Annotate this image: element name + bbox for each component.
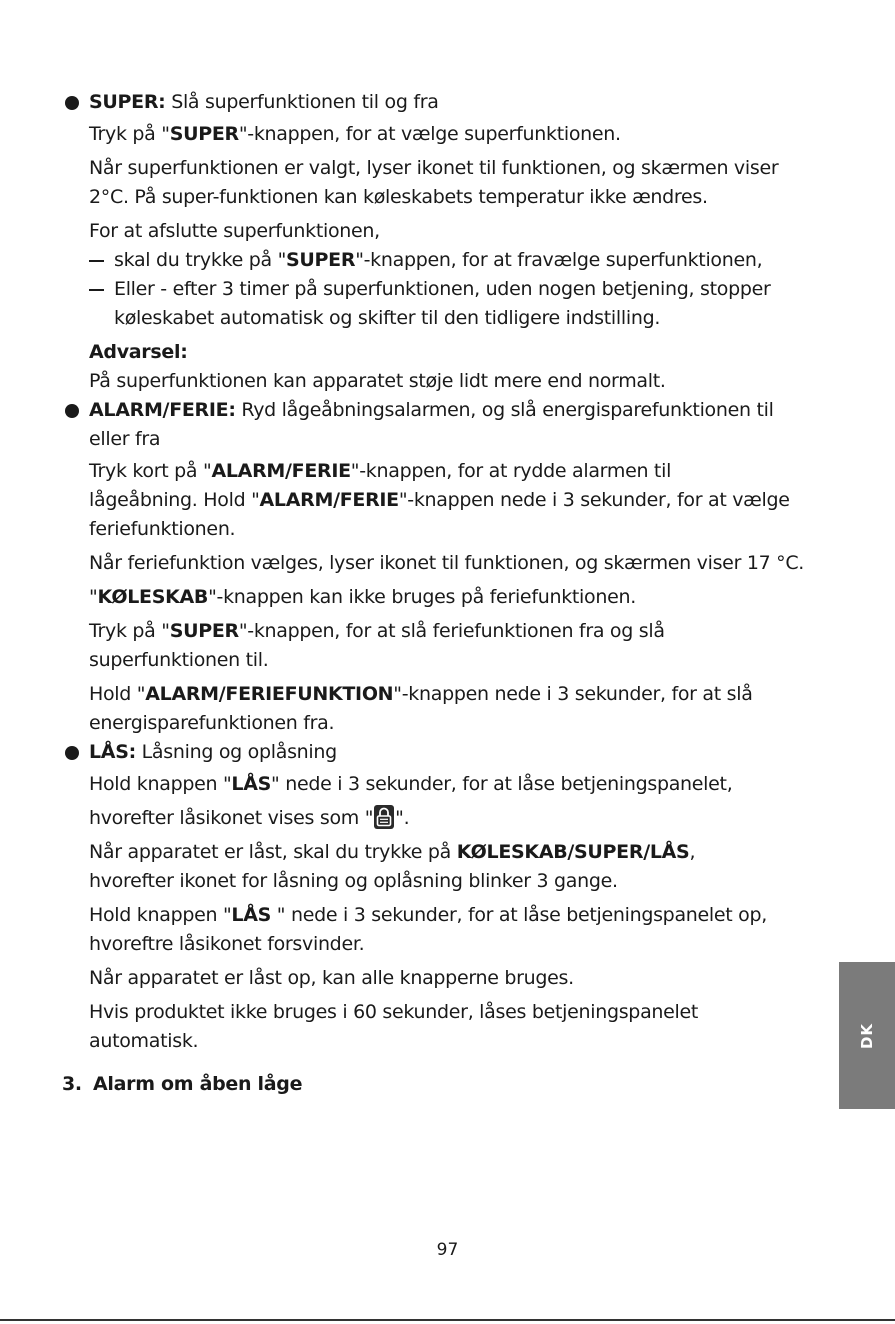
alarm-paragraph <box>62 617 837 675</box>
button-name: SUPER <box>286 249 356 271</box>
text: " nede i 3 sekunder, for at låse betjeningspanelet, <box>271 773 733 795</box>
lock-paragraph <box>62 770 837 799</box>
text: Når apparatet er låst op, kan alle knapperne bruges. <box>89 967 574 989</box>
text: superfunktionen til. <box>89 649 269 671</box>
lock-heading <box>62 738 837 767</box>
text: Hold " <box>89 683 146 705</box>
lock-title: LÅS: <box>89 741 136 763</box>
lock-icon <box>374 805 394 829</box>
text: "-knappen nede i 3 sekunder, for at slå <box>393 683 753 705</box>
text: "-knappen kan ikke bruges på feriefunktionen. <box>208 586 636 608</box>
super-title: SUPER: <box>89 91 166 113</box>
button-name: SUPER <box>169 123 239 145</box>
alarm-paragraph <box>62 583 837 612</box>
section-heading <box>62 1070 837 1099</box>
text: På superfunktionen kan apparatet støje lidt mere end normalt. <box>89 370 666 392</box>
bottom-rule <box>0 1319 895 1321</box>
dash-icon <box>89 260 104 262</box>
text: eller fra <box>89 428 161 450</box>
text: Når feriefunktion vælges, lyser ikonet til funktionen, og skærmen viser 17 °C. <box>89 552 805 574</box>
language-tab-label: DK <box>857 1022 876 1049</box>
text: hvoreftre låsikonet forsvinder. <box>89 933 365 955</box>
bullet-icon <box>65 746 79 760</box>
warning-text <box>62 367 837 396</box>
warning-title <box>62 338 837 367</box>
dash-icon <box>89 289 104 291</box>
text: Hold knappen " <box>89 904 232 926</box>
text: "-knappen, for at vælge superfunktionen. <box>238 123 621 145</box>
text: , <box>689 841 696 863</box>
text: feriefunktionen. <box>89 518 236 540</box>
super-heading <box>62 88 837 117</box>
text: Når apparatet er låst, skal du trykke på <box>89 841 457 863</box>
alarm-paragraph <box>62 457 837 544</box>
alarm-paragraph <box>62 549 837 578</box>
bullet-icon <box>65 96 79 110</box>
text: hvorefter låsikonet vises som " <box>89 807 374 829</box>
text: " nede i 3 sekunder, for at låse betjeningspanelet op, <box>271 904 768 926</box>
super-paragraph <box>62 217 837 246</box>
text: Eller - efter 3 timer på superfunktionen, uden nogen betjening, stopper <box>114 278 771 300</box>
super-dash-item <box>62 246 837 275</box>
text: Ryd lågeåbningsalarmen, og slå energisparefunktionen til <box>235 399 774 421</box>
section-title: Alarm om åben låge <box>93 1073 303 1095</box>
text: Tryk på " <box>89 123 170 145</box>
text: energisparefunktionen fra. <box>89 712 335 734</box>
text: "-knappen, for at rydde alarmen til <box>350 460 672 482</box>
button-name: ALARM/FERIE <box>211 460 351 482</box>
super-title-rest: Slå superfunktionen til og fra <box>165 91 439 113</box>
text: Hvis produktet ikke bruges i 60 sekunder, låses betjeningspanelet <box>89 1001 699 1023</box>
super-paragraph <box>62 120 837 149</box>
text: "-knappen nede i 3 sekunder, for at vælge <box>398 489 790 511</box>
lock-paragraph <box>62 998 837 1056</box>
text: Låsning og oplåsning <box>135 741 337 763</box>
button-name: ALARM/FERIE <box>259 489 399 511</box>
text: Hold knappen " <box>89 773 232 795</box>
alarm-paragraph <box>62 680 837 738</box>
button-name: KØLESKAB <box>97 586 209 608</box>
text: Når superfunktionen er valgt, lyser ikonet til funktionen, og skærmen viser <box>89 157 779 179</box>
text: køleskabet automatisk og skifter til den tidligere indstilling. <box>114 307 661 329</box>
text: 2°C. På super-funktionen kan køleskabets temperatur ikke ændres. <box>89 186 708 208</box>
button-name: SUPER <box>169 620 239 642</box>
text: "-knappen, for at fravælge superfunktionen, <box>355 249 763 271</box>
alarm-heading <box>62 396 837 454</box>
super-dash-item <box>62 275 837 333</box>
language-tab <box>839 962 895 1109</box>
text: "-knappen, for at slå feriefunktionen fra og slå <box>238 620 665 642</box>
lock-paragraph <box>62 901 837 959</box>
button-name: KØLESKAB/SUPER/LÅS <box>456 841 690 863</box>
super-paragraph <box>62 154 837 212</box>
lock-paragraph <box>62 838 837 896</box>
page-number: 97 <box>436 1240 459 1260</box>
text: lågeåbning. Hold " <box>89 489 260 511</box>
button-name: LÅS <box>231 904 272 926</box>
text: Advarsel: <box>89 341 188 363</box>
text: skal du trykke på " <box>114 249 287 271</box>
text: ". <box>395 807 410 829</box>
lock-paragraph <box>62 964 837 993</box>
text: automatisk. <box>89 1030 199 1052</box>
lock-paragraph <box>62 804 837 833</box>
section-number: 3. <box>62 1073 82 1095</box>
text: Tryk kort på " <box>89 460 212 482</box>
text: " <box>89 586 98 608</box>
page-content <box>62 88 837 1099</box>
text: hvorefter ikonet for låsning og oplåsning blinker 3 gange. <box>89 870 618 892</box>
bullet-icon <box>65 404 79 418</box>
text: For at afslutte superfunktionen, <box>89 220 380 242</box>
button-name: ALARM/FERIEFUNKTION <box>145 683 394 705</box>
button-name: LÅS <box>231 773 272 795</box>
alarm-title: ALARM/FERIE: <box>89 399 236 421</box>
text: Tryk på " <box>89 620 170 642</box>
